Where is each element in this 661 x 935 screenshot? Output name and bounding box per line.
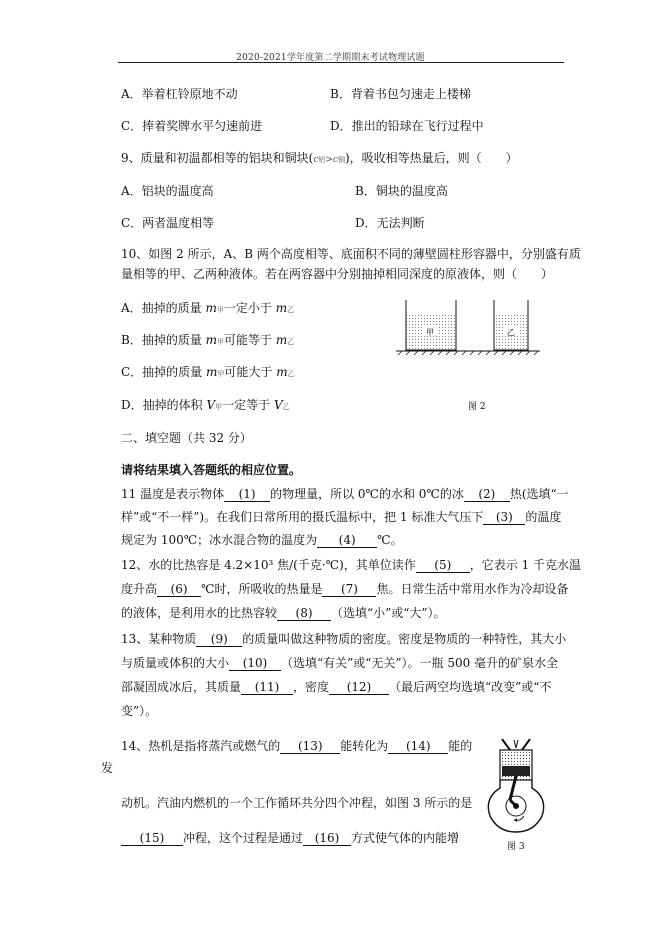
q14-line2: 动机。汽油内燃机的一个工作循环共分四个冲程，如图 3 所示的是 bbox=[121, 796, 473, 810]
section-2-instruction: 请将结果填入答题纸的相应位置。 bbox=[121, 463, 302, 477]
section-2-title: 二、填空题（共 32 分） bbox=[121, 431, 252, 445]
q11-line1: 11 温度是表示物体 (1) 的物理量，所以 0℃的水和 0℃的冰 (2) 热(选填“一 bbox=[121, 487, 569, 501]
container-a bbox=[406, 300, 456, 350]
blank-5: (5) bbox=[416, 559, 470, 573]
blank-10: (10) bbox=[229, 657, 281, 671]
blank-9: (9) bbox=[196, 633, 242, 647]
q8-option-c: C．捧着奖牌水平匀速前进 bbox=[121, 119, 263, 133]
blank-8: (8) bbox=[277, 607, 331, 621]
blank-13: (13) bbox=[280, 740, 340, 754]
q12-line2: 度升高 (6) ℃时，所吸收的热量是 (7) 焦。日常生活中常用水作为冷却设备 bbox=[121, 582, 569, 596]
q13-line4: 变”）。 bbox=[121, 704, 158, 718]
blank-14: (14) bbox=[388, 740, 448, 754]
blank-1: (1) bbox=[224, 488, 270, 502]
q13-line1: 13、某种物质 (9) 的质量叫做这种物质的密度。密度是物质的一种特性，其大小 bbox=[121, 632, 567, 646]
blank-7: (7) bbox=[322, 583, 376, 597]
q9-option-d: D．无法判断 bbox=[355, 216, 425, 230]
figure-3-engine bbox=[480, 736, 552, 836]
q13-line2: 与质量或体积的大小 (10) （选填“有关”或“无关”）。一瓶 500 毫升的矿泉水全 bbox=[121, 656, 559, 670]
q10-option-a: A．抽掉的质量 m甲一定小于 m乙 bbox=[121, 301, 295, 315]
q14-line1: 14、热机是指将蒸汽或燃气的 (13) 能转化为 (14) 能的 bbox=[121, 739, 473, 753]
q9-option-a: A．铝块的温度高 bbox=[121, 184, 214, 198]
q8-option-d: D．推出的铅球在飞行过程中 bbox=[330, 119, 484, 133]
blank-2: (2) bbox=[464, 488, 510, 502]
figure-2-caption: 图 2 bbox=[468, 402, 486, 412]
blank-11: (11) bbox=[241, 681, 293, 695]
blank-16: (16) bbox=[303, 832, 351, 846]
container-b bbox=[494, 300, 528, 350]
q12-line3: 的液体，是利用水的比热容较 (8) （选填“小”或“大”）。 bbox=[121, 606, 446, 620]
q8-option-a: A．举着杠铃原地不动 bbox=[121, 87, 238, 101]
q10-option-d: D．抽掉的体积 V甲一定等于 V乙 bbox=[121, 398, 290, 412]
header-rule bbox=[118, 62, 564, 63]
q11-line2: 样”或“不一样”)。在我们日常所用的摄氏温标中，把 1 标准大气压下 (3) 的温度 bbox=[121, 510, 562, 524]
figure-2-containers bbox=[396, 296, 540, 358]
q10-stem-line2: 量相等的甲、乙两种液体。若在两容器中分别抽掉相同深度的原液体，则（ ） bbox=[121, 267, 554, 281]
q10-option-c: C．抽掉的质量 m甲可能大于 m乙 bbox=[121, 365, 295, 379]
q9-option-b: B．铜块的温度高 bbox=[355, 184, 448, 198]
q11-line3: 规定为 100℃；冰水混合物的温度为 (4) ℃。 bbox=[121, 533, 403, 547]
label-yi: 乙 bbox=[507, 328, 515, 337]
q10-stem-line1: 10、如图 2 所示，A、B 两个高度相等、底面积不同的薄壁圆柱形容器中，分别盛有质 bbox=[121, 247, 581, 261]
blank-15: (15) bbox=[121, 832, 183, 846]
blank-3: (3) bbox=[483, 511, 525, 525]
q8-option-b: B．背着书包匀速走上楼梯 bbox=[330, 87, 471, 101]
q9-option-c: C．两者温度相等 bbox=[121, 216, 215, 230]
q14-line3: (15) 冲程，这个过程是通过 (16) 方式使气体的内能增 bbox=[121, 830, 459, 846]
blank-12: (12) bbox=[329, 681, 389, 695]
page-header: 2020-2021学年度第二学期期末考试物理试题 bbox=[236, 53, 425, 63]
blank-4: (4) bbox=[317, 534, 377, 548]
blank-6: (6) bbox=[157, 583, 201, 597]
q10-option-b: B．抽掉的质量 m甲可能等于 m乙 bbox=[121, 333, 295, 347]
label-jia: 甲 bbox=[426, 328, 434, 337]
q9-stem: 9、质量和初温都相等的铝块和铜块(c铝>c铜)，吸收相等热量后，则（ ） bbox=[121, 151, 518, 165]
q12-line1: 12、水的比热容是 4.2×10³ 焦/(千克·℃)，其单位读作 (5) ，它表示 1 千克水温 bbox=[121, 558, 582, 572]
q14-line1-wrap: 发 bbox=[101, 761, 114, 775]
figure-3-caption: 图 3 bbox=[507, 842, 525, 852]
q13-line3: 部凝固成冰后，其质量 (11) ，密度 (12) （最后两空均选填“改变”或“不 bbox=[121, 680, 552, 694]
